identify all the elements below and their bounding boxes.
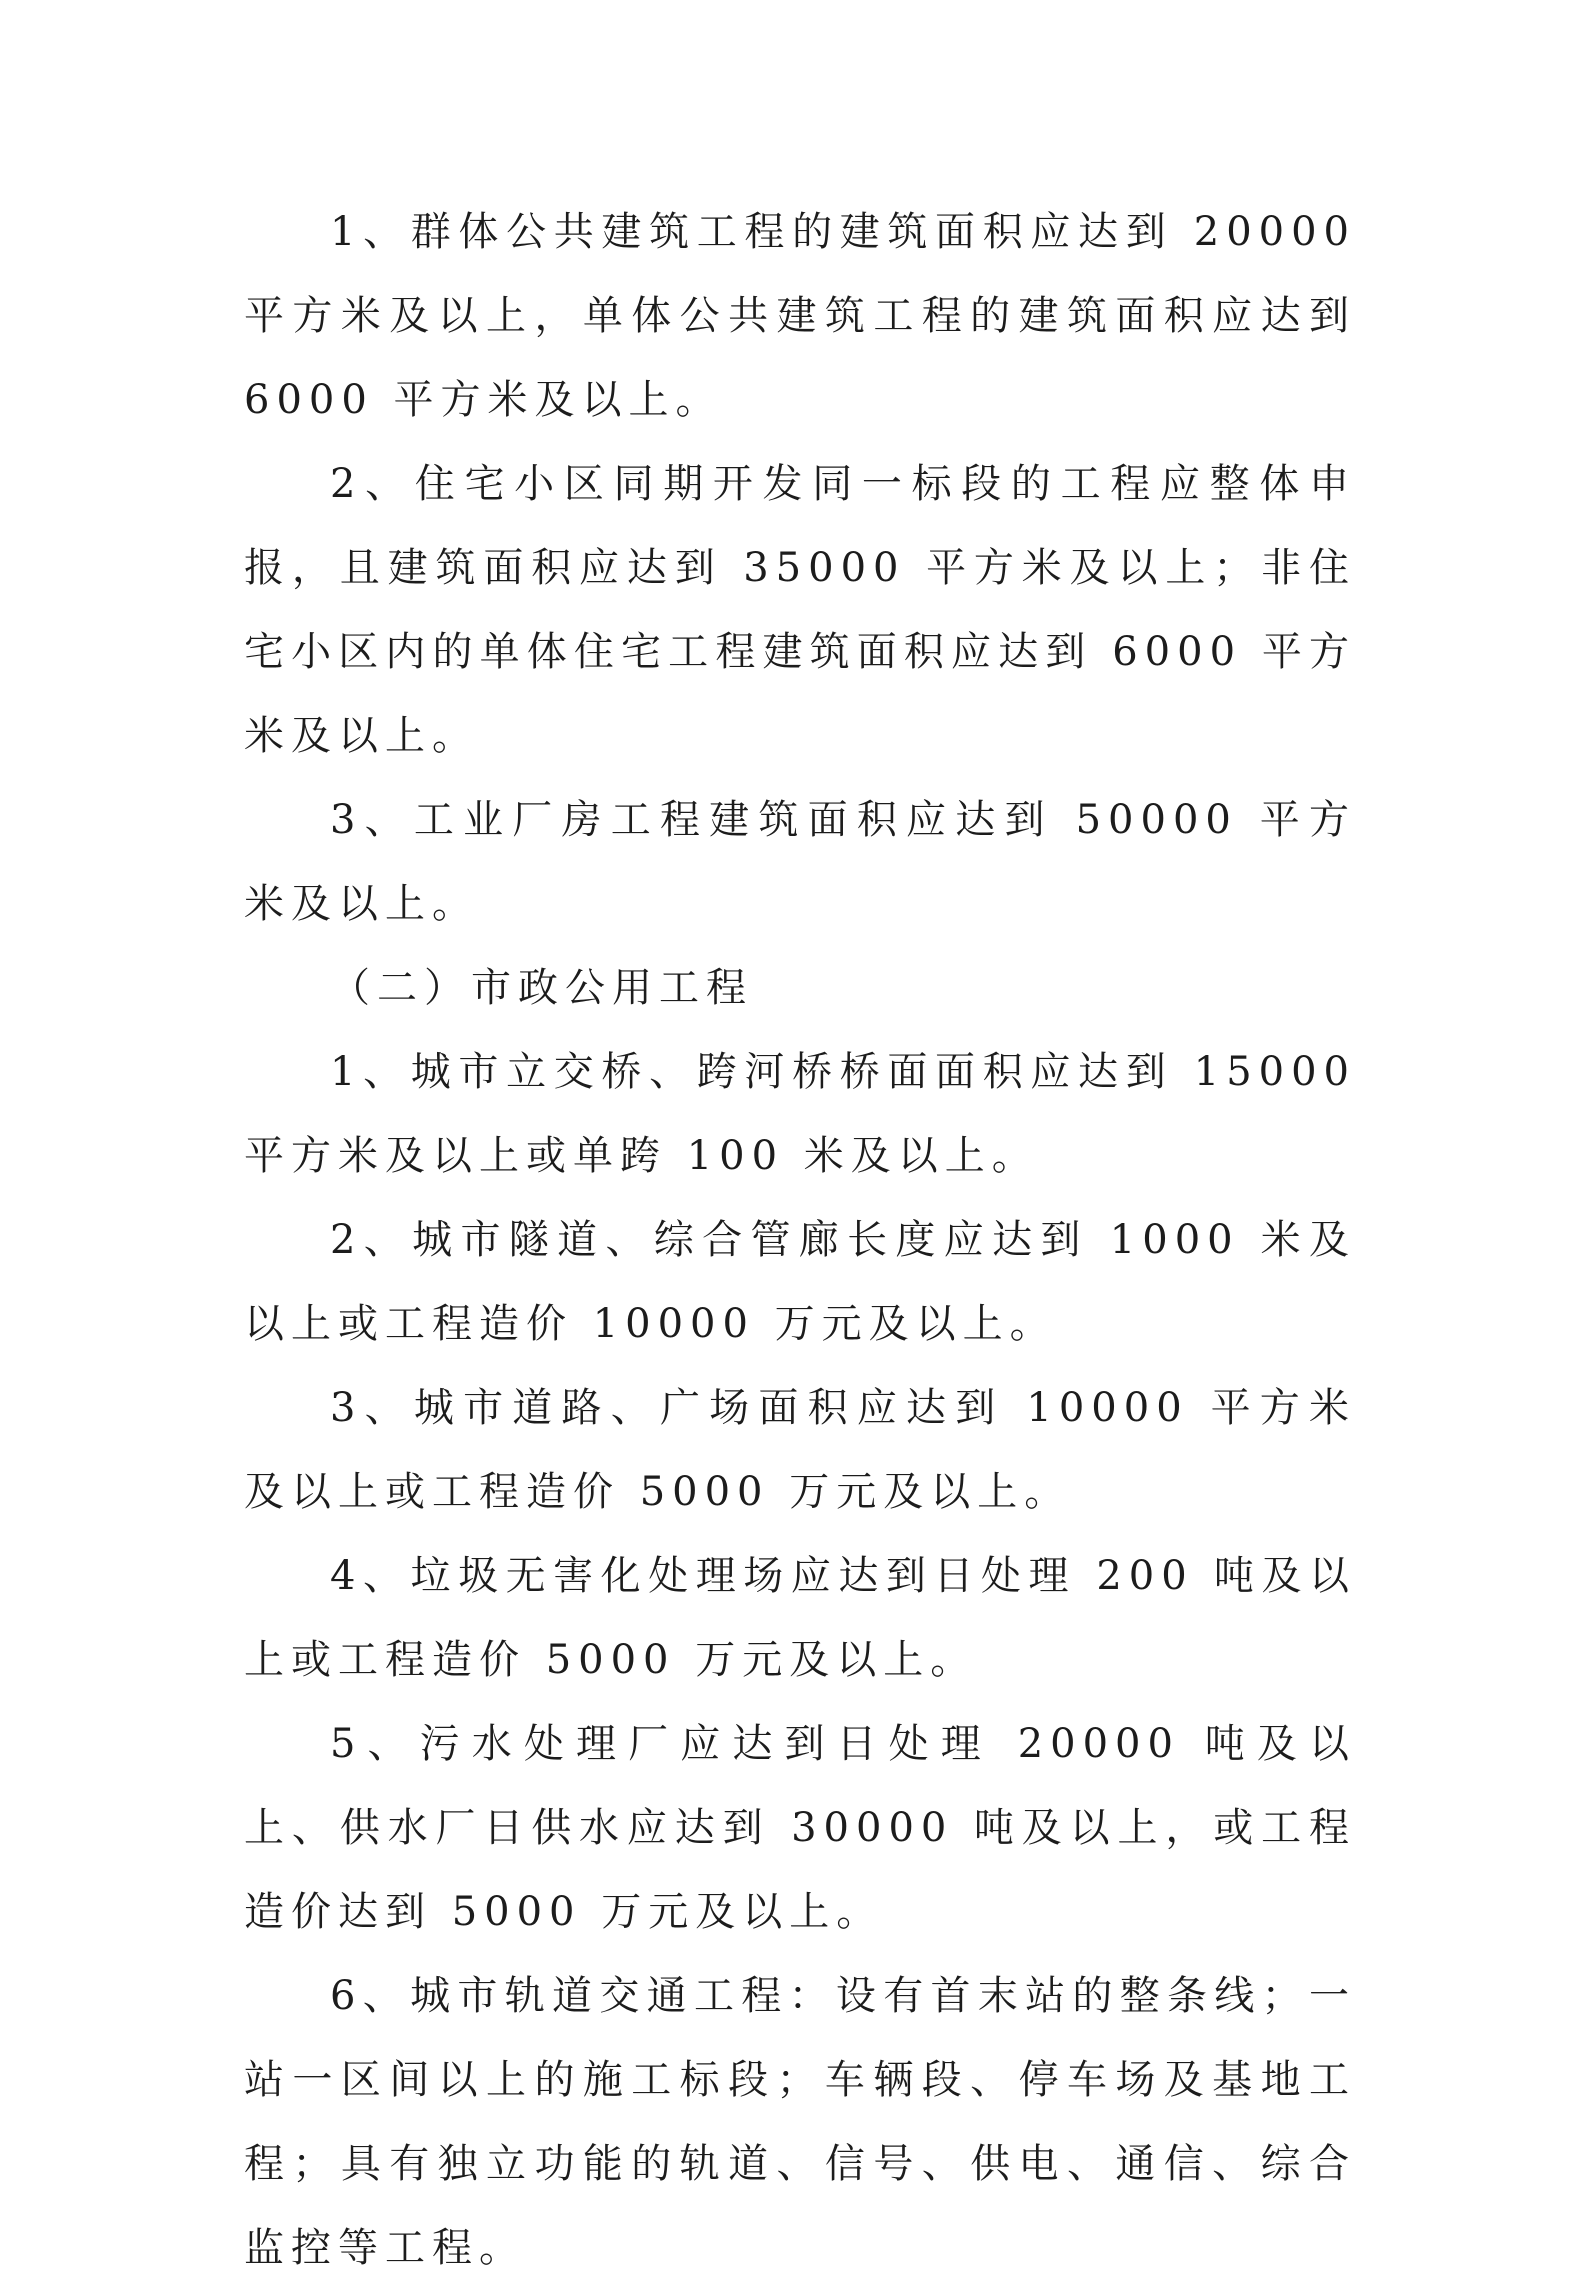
paragraph-building-3: 3、工业厂房工程建筑面积应达到 50000 平方米及以上。 [244,797,1356,927]
paragraph-municipal-2: 2、城市隧道、综合管廊长度应达到 1000 米及以上或工程造价 10000 万元及以上。 [244,1217,1356,1347]
paragraph-municipal-1: 1、城市立交桥、跨河桥桥面面积应达到 15000 平方米及以上或单跨 100 米及以上。 [244,1049,1356,1179]
paragraph-municipal-4: 4、垃圾无害化处理场应达到日处理 200 吨及以上或工程造价 5000 万元及以上。 [244,1553,1356,1683]
section-heading-municipal: （二）市政公用工程 [330,965,753,1011]
paragraph-municipal-6: 6、城市轨道交通工程：设有首末站的整条线；一站一区间以上的施工标段；车辆段、停车场及基地工程；具有独立功能的轨道、信号、供电、通信、综合监控等工程。 [244,1973,1356,2271]
paragraph-municipal-5: 5、污水处理厂应达到日处理 20000 吨及以上、供水厂日供水应达到 30000 吨及以上，或工程造价达到 5000 万元及以上。 [244,1721,1356,1935]
paragraph-municipal-3: 3、城市道路、广场面积应达到 10000 平方米及以上或工程造价 5000 万元及以上。 [244,1385,1356,1515]
paragraph-building-2: 2、住宅小区同期开发同一标段的工程应整体申报，且建筑面积应达到 35000 平方米及以上；非住宅小区内的单体住宅工程建筑面积应达到 6000 平方米及以上。 [244,461,1356,759]
paragraph-building-1: 1、群体公共建筑工程的建筑面积应达到 20000 平方米及以上，单体公共建筑工程的建筑面积应达到 6000 平方米及以上。 [244,209,1356,423]
document-body [244,190,1356,2290]
